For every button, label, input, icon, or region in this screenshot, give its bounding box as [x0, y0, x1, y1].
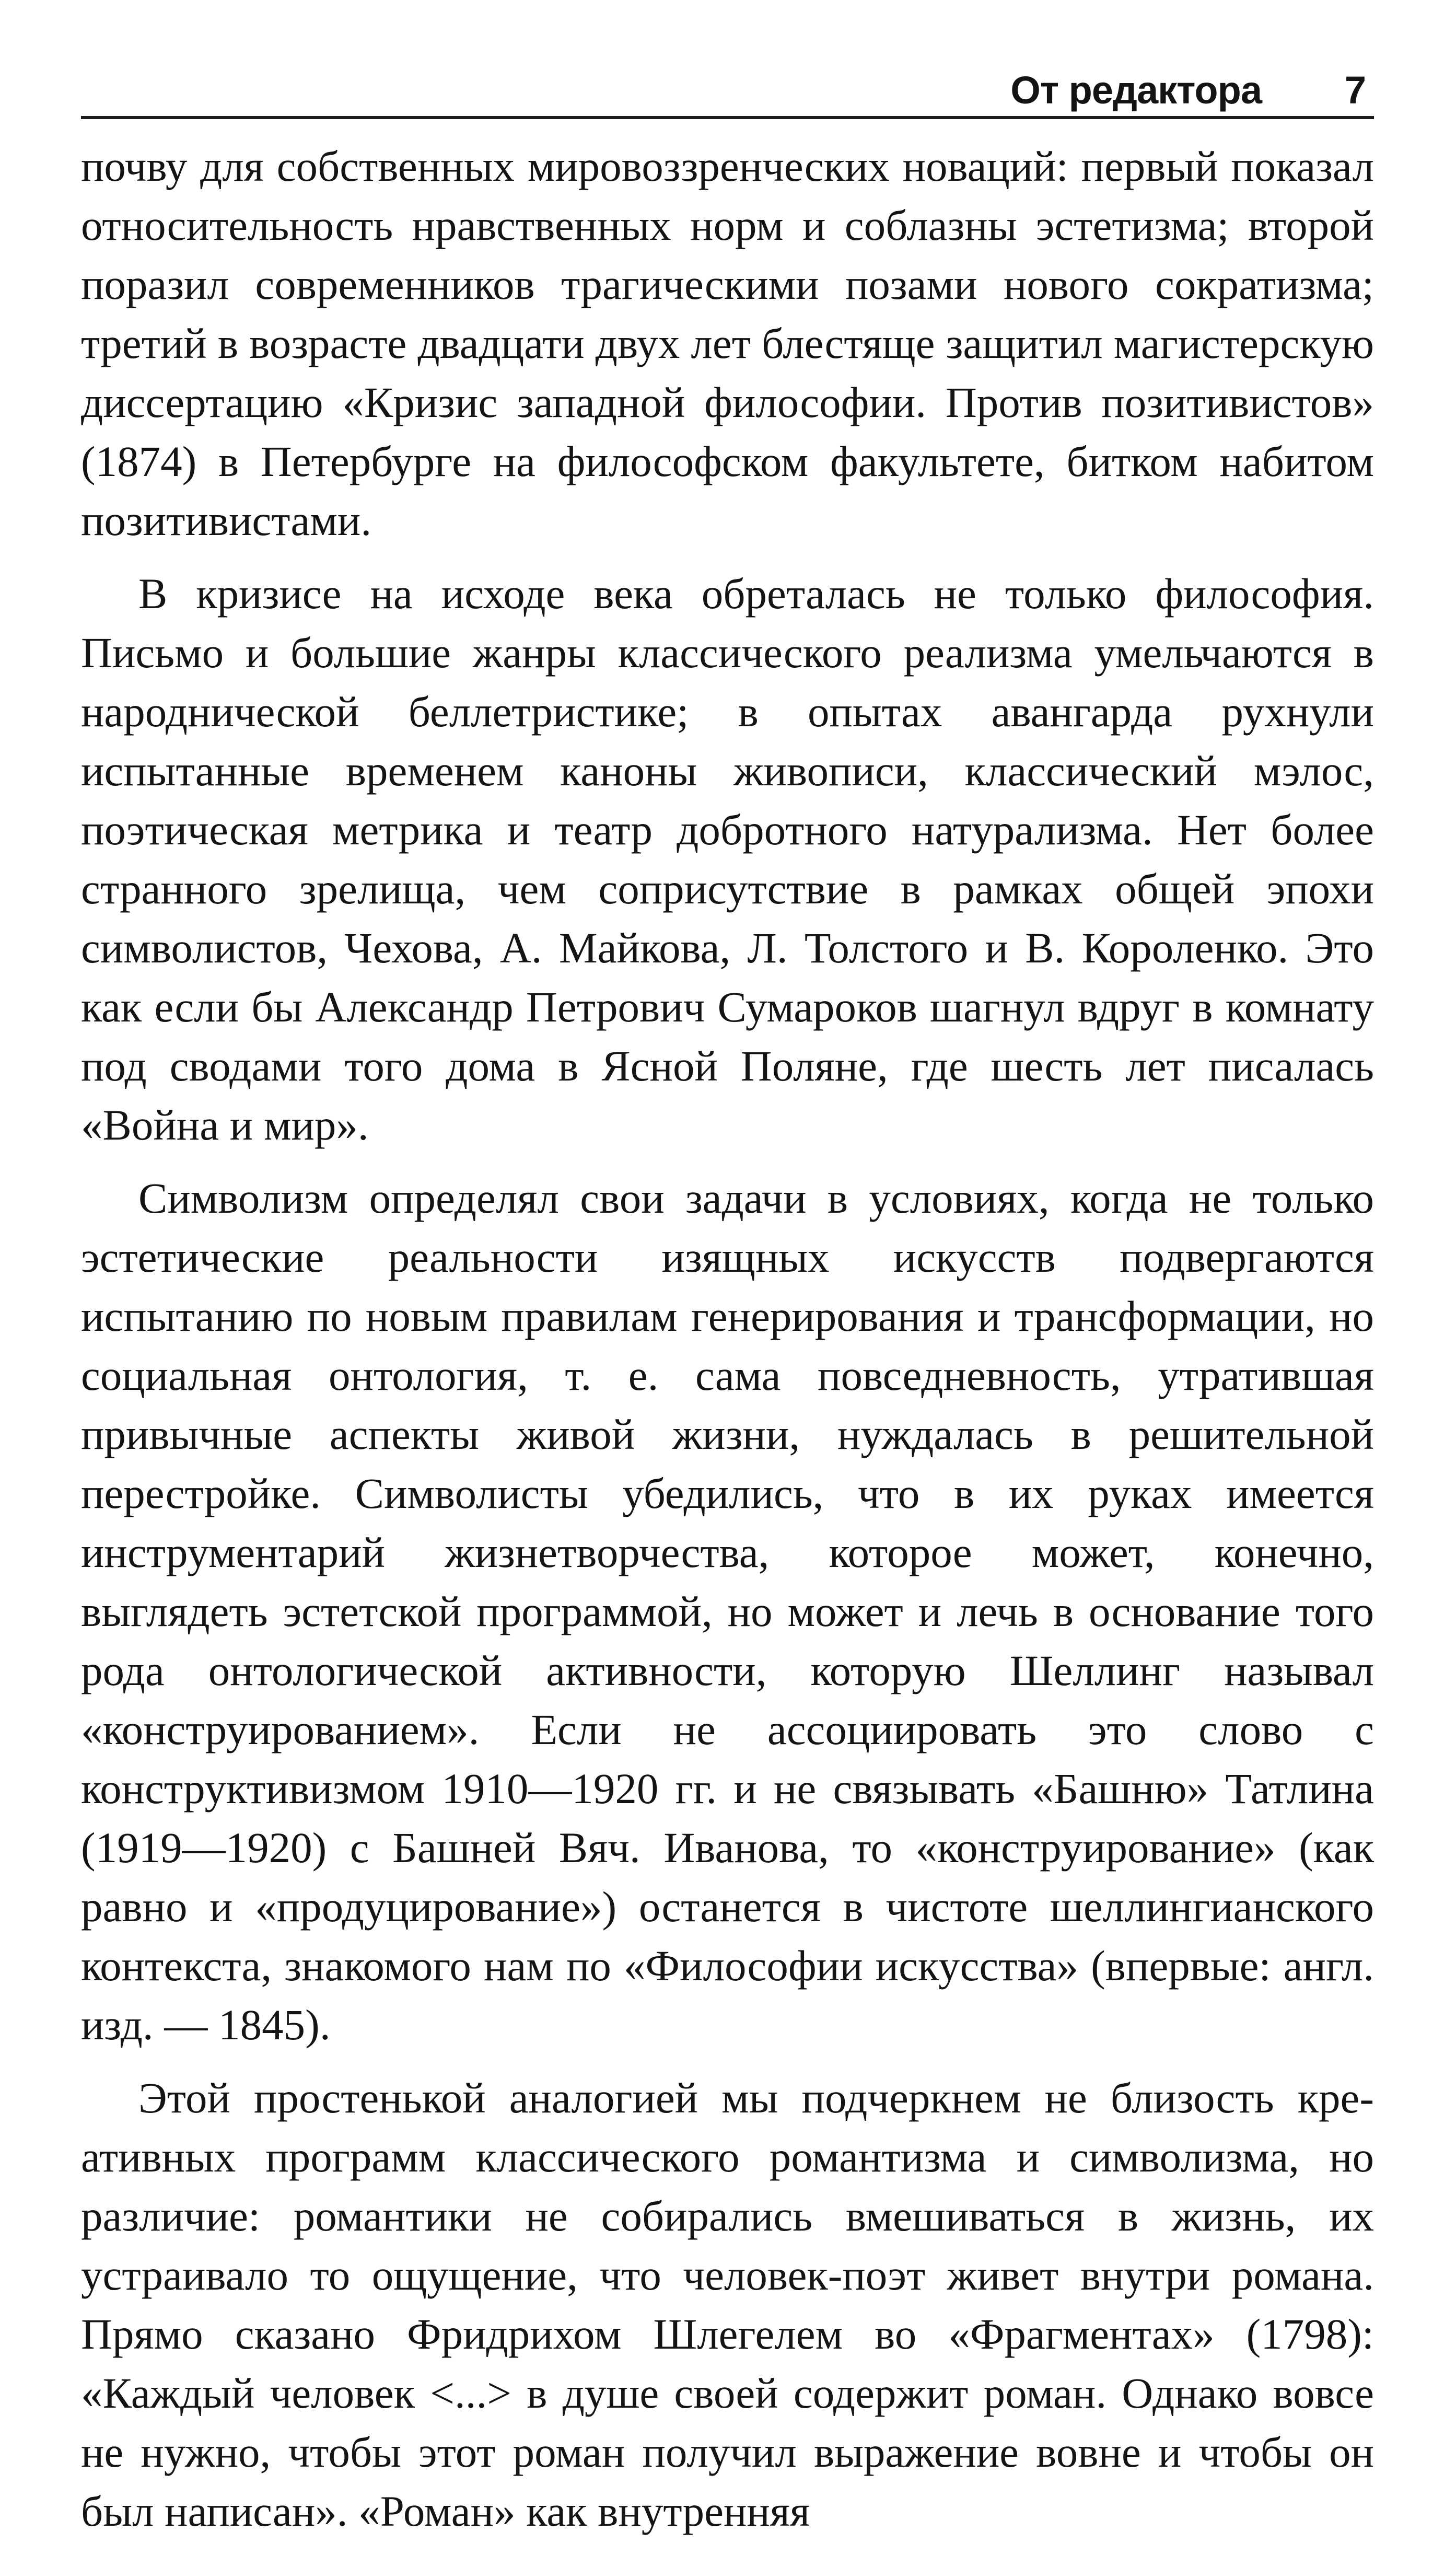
running-title: От редактора	[1010, 68, 1262, 112]
running-header	[81, 62, 1374, 119]
page-number: 7	[1344, 68, 1366, 112]
text-body	[81, 137, 1374, 2555]
paragraph: В кризисе на исходе века обреталась не только философия. Письмо и большие жанры классического реализма умельчаются в народнической беллетристике; в опытах авангарда рухнули испытанные временем каноны живописи, классический мэлос, поэтическая метрика и театр добротного натурализма. Нет более странного зрелища, чем соприсутствие в рамках общей эпохи символистов, Чехова, А. Майкова, Л. Толстого и В. Короленко. Это как если бы Александр Петрович Сумароков шагнул вдруг в комнату под сводами того дома в Ясной Поляне, где шесть лет писалась «Война и мир».	[81, 570, 1374, 1149]
paragraph: Этой простенькой аналогией мы подчеркнем не близость креативных программ классического романтизма и символизма, но различие: романтики не собирались вмешиваться в жизнь, их устраивало то ощущение, что человек-поэт живет внутри романа. Прямо сказано Фридрихом Шлегелем во «Фрагментах» (1798): «Каждый человек <...> в душе своей содержит роман. Однако вовсе не нужно, чтобы этот роман получил выражение вовне и чтобы он был написан». «Роман» как внутренняя	[81, 2074, 1374, 2535]
paragraph-continued: почву для собственных мировоззренческих новаций: первый показал относительность нравственных норм и соблазны эстетизма; второй поразил современников трагическими позами нового сократизма; третий в возрасте двадцати двух лет блестяще защитил магистерскую диссертацию «Кризис западной философии. Против позитивистов» (1874) в Петербурге на философском факультете, битком набитом позитивистами.	[81, 142, 1374, 544]
paragraph: Символизм определял свои задачи в условиях, когда не только эстетические реальности изящных искусств подвергаются испытанию по новым правилам генерирования и трансформации, но социальная онтология, т. е. сама повседневность, утратившая привычные аспекты живой жизни, нуждалась в решительной перестройке. Символисты убедились, что в их руках имеется инструментарий жизнетворчества, которое может, конечно, выглядеть эстетской программой, но может и лечь в основание того рода онтологической активности, которую Шеллинг называл «конструированием». Если не ассоциировать это слово с конструктивизмом 1910—1920 гг. и не связывать «Башню» Татлина (1919—1920) с Башней Вяч. Иванова, то «конструирование» (как равно и «продуцирование») останется в чистоте шеллингианского контекста, знакомого нам по «Философии искусства» (впервые: англ. изд. — 1845).	[81, 1174, 1374, 2049]
